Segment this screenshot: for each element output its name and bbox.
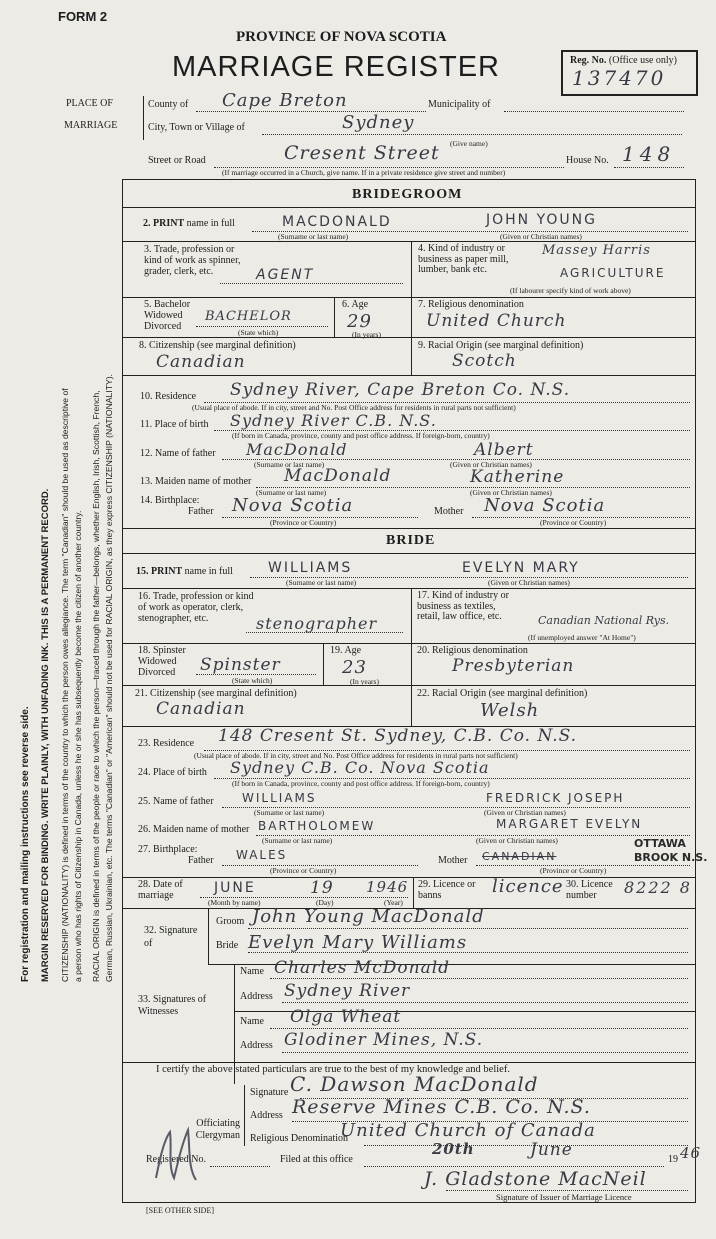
place-label-1: PLACE OF <box>66 98 113 109</box>
bride-age-cap: (In years) <box>350 677 379 686</box>
place-label-2: MARRIAGE <box>64 120 118 131</box>
marriage-day-cap: (Day) <box>316 898 334 907</box>
see-other-side: [SEE OTHER SIDE] <box>146 1206 214 1215</box>
groom-given: JOHN YOUNG <box>486 212 597 228</box>
bride-mother-birthplace-struck: CANADIAN <box>482 850 557 863</box>
groom-age-label: 6. Age <box>342 299 369 310</box>
filed-day: 20th <box>432 1140 475 1158</box>
bride-religion-label: 20. Religious denomination <box>417 645 528 656</box>
bride-given: EVELYN MARY <box>462 560 580 576</box>
marriage-year: 1946 <box>366 878 409 896</box>
groom-trade-value: AGENT <box>256 267 315 283</box>
bride-father-surname-cap: (Surname or last name) <box>254 808 325 817</box>
marriage-month-cap: (Month by name) <box>208 898 261 907</box>
church-note: (Give name) <box>450 139 488 148</box>
bride-racial-label: 22. Racial Origin (see marginal definition) <box>417 688 588 699</box>
bride-birth-cap: (If born in Canada, province, county and post office address. If foreign-born, country) <box>232 779 490 788</box>
bride-industry-value: Canadian National Rys. <box>538 614 670 627</box>
marriage-date-label: 28. Date of marriage <box>138 879 183 901</box>
street-value: Cresent Street <box>284 142 440 164</box>
licence-value: licence <box>492 876 564 897</box>
bride-surname: WILLIAMS <box>268 560 353 576</box>
bride-mother-birthplace: OTTAWA <box>634 837 686 850</box>
street-label: Street or Road <box>148 155 206 166</box>
bride-father-bp-cap: (Province or Country) <box>270 866 337 875</box>
marriage-year-cap: (Year) <box>384 898 403 907</box>
groom-age-value: 29 <box>347 311 372 332</box>
witness1-name-word: Name <box>240 966 264 977</box>
filed-year-prefix: 19 <box>668 1154 678 1165</box>
province-title: PROVINCE OF NOVA SCOTIA <box>236 29 447 45</box>
bridegroom-heading: BRIDEGROOM <box>352 187 463 202</box>
initials-scrawl <box>148 1118 208 1190</box>
witness2-address-word: Address <box>240 1040 273 1051</box>
witness1-name: Charles McDonald <box>274 958 451 978</box>
groom-religion-label: 7. Religious denomination <box>418 299 524 310</box>
groom-mother-surname-cap: (Surname or last name) <box>256 488 327 497</box>
witness2-name-word: Name <box>240 1016 264 1027</box>
bride-father-birthplace: WALES <box>236 848 288 862</box>
reg-number-value: 137470 <box>572 66 667 90</box>
witness1-address-word: Address <box>240 991 273 1002</box>
groom-mother-surname: MacDonald <box>284 466 392 486</box>
groom-racial-value: Scotch <box>452 351 517 371</box>
groom-birthplace-label: 14. Birthplace: <box>140 495 200 506</box>
bride-religion-value: Presbyterian <box>452 656 575 676</box>
groom-father-birthplace: Nova Scotia <box>232 495 354 516</box>
bride-industry-label: 17. Kind of industry or business as textiles, retail, law office, etc. <box>417 590 509 622</box>
filed-label: Filed at this office <box>280 1154 353 1165</box>
bride-mother-label: 26. Maiden name of mother <box>138 824 250 835</box>
bride-age-label: 19. Age <box>330 645 362 656</box>
municipality-label: Municipality of <box>428 99 491 110</box>
bride-residence-label: 23. Residence <box>138 738 195 749</box>
issuer-caption: Signature of Issuer of Marriage Licence <box>496 1192 632 1202</box>
groom-status-label: 5. Bachelor Widowed Divorced <box>144 299 191 332</box>
groom-residence-label: 10. Residence <box>140 391 197 402</box>
groom-word: Groom <box>216 916 245 927</box>
bride-father-word: Father <box>188 855 214 866</box>
groom-mother-word: Mother <box>434 506 464 517</box>
margin-binding-note: MARGIN RESERVED FOR BINDING. WRITE PLAINLY, WITH UNFADING INK. THIS IS A PERMANENT RECORD. <box>40 488 51 982</box>
bride-mother-word: Mother <box>438 855 468 866</box>
groom-industry-label: 4. Kind of industry or business as paper mill, lumber, bank etc. <box>418 243 509 275</box>
bride-birth-label: 24. Place of birth <box>138 767 207 778</box>
marriage-month: JUNE <box>214 880 256 896</box>
bride-residence-value: 148 Cresent St. Sydney, C.B. Co. N.S. <box>218 726 578 746</box>
bride-word: Bride <box>216 940 239 951</box>
witness2-address: Glodiner Mines, N.S. <box>284 1030 484 1050</box>
city-label: City, Town or Village of <box>148 122 245 133</box>
bride-mother-birthplace-2: BROOK N.S. <box>634 851 708 864</box>
groom-birth-label: 11. Place of birth <box>140 419 209 430</box>
clergy-address-word: Address <box>250 1110 283 1121</box>
groom-industry-value-2: AGRICULTURE <box>560 266 666 280</box>
bride-heading: BRIDE <box>386 533 436 548</box>
groom-residence-cap: (Usual place of abode. If in city, street and No. Post Office address for residents in rural parts not sufficient) <box>192 403 516 412</box>
bride-mother-given-cap: (Given or Christian names) <box>476 836 558 845</box>
groom-trade-label: 3. Trade, profession or kind of work as spinner, grader, clerk, etc. <box>144 244 241 277</box>
clergy-signature-word: Signature <box>250 1087 289 1098</box>
clergy-religion: United Church of Canada <box>340 1120 596 1141</box>
religious-denomination-label: Religious Denomination <box>250 1133 349 1144</box>
church-instruction: (If marriage occurred in a Church, give name. If in a private residence give street and number) <box>222 168 506 177</box>
groom-racial-label: 9. Racial Origin (see marginal definition) <box>418 340 584 351</box>
groom-father-surname: MacDonald <box>246 440 348 459</box>
margin-citizenship-def: CITIZENSHIP (NATIONALITY) is defined in terms of the country to which the person owes allegiance. The term "Canadian" should be used as descriptive of <box>60 388 70 982</box>
margin-mailing-note: For registration and mailing instructions see reverse side. <box>20 706 31 982</box>
groom-father-bp-cap: (Province or Country) <box>270 518 337 527</box>
groom-mother-label: 13. Maiden name of mother <box>140 476 252 487</box>
witnesses-label: 33. Signatures of Witnesses <box>138 994 207 1017</box>
groom-father-surname-cap: (Surname or last name) <box>254 460 325 469</box>
clergy-address: Reserve Mines C.B. Co. N.S. <box>292 1096 591 1118</box>
bride-signature: Evelyn Mary Williams <box>248 932 468 953</box>
filed-year: 46 <box>680 1144 702 1162</box>
groom-father-word: Father <box>188 506 214 517</box>
bride-age-value: 23 <box>342 657 367 678</box>
house-label: House No. <box>566 155 609 166</box>
groom-mother-given-cap: (Given or Christian names) <box>470 488 552 497</box>
bride-racial-value: Welsh <box>480 700 540 721</box>
issuer-signature: J. Gladstone MacNeil <box>424 1168 647 1190</box>
margin-citizenship-def-2: a person who has rights of Citizenship in Canada, unless he or she has subsequently become the citizen of another country. <box>73 510 83 982</box>
groom-religion-value: United Church <box>426 311 567 331</box>
reg-number-label: Reg. No. (Office use only) <box>570 55 678 66</box>
groom-mother-birthplace: Nova Scotia <box>484 495 606 516</box>
house-value: 148 <box>622 142 676 166</box>
groom-father-given: Albert <box>474 440 534 460</box>
groom-residence-value: Sydney River, Cape Breton Co. N.S. <box>230 380 571 400</box>
groom-father-label: 12. Name of father <box>140 448 216 459</box>
groom-surname-cap: (Surname or last name) <box>278 232 349 241</box>
marriage-day: 19 <box>310 878 334 898</box>
bride-industry-note: (If unemployed answer "At Home") <box>528 633 636 642</box>
bride-surname-cap: (Surname or last name) <box>286 578 357 587</box>
bride-father-given: FREDRICK JOSEPH <box>486 791 625 805</box>
clergy-signature: C. Dawson MacDonald <box>290 1072 539 1096</box>
bride-citizenship-label: 21. Citizenship (see marginal definition) <box>135 688 297 699</box>
bride-mother-bp-cap: (Province or Country) <box>540 866 607 875</box>
groom-status-value: BACHELOR <box>205 309 292 324</box>
bride-mother-surname: BARTHOLOMEW <box>258 819 376 833</box>
bride-citizenship-value: Canadian <box>156 699 246 719</box>
witness1-address: Sydney River <box>284 981 411 1001</box>
bride-status-label: 18. Spinster Widowed Divorced <box>138 645 186 678</box>
bride-mother-given: MARGARET EVELYN <box>496 817 643 831</box>
groom-citizenship-label: 8. Citizenship (see marginal definition) <box>139 340 296 351</box>
bride-residence-cap: (Usual place of abode. If in city, street and No. Post Office address for residents in rural parts not sufficient) <box>194 751 518 760</box>
groom-name-label: 2. PRINT name in full <box>143 218 235 229</box>
groom-status-cap: (State which) <box>238 328 279 337</box>
licence-number-label: 30. Licence number <box>566 879 613 901</box>
groom-signature: John Young MacDonald <box>252 906 485 927</box>
witness2-name: Olga Wheat <box>290 1007 402 1027</box>
bride-father-given-cap: (Given or Christian names) <box>484 808 566 817</box>
clergyman-label: Officiating Clergyman <box>195 1118 240 1141</box>
licence-number: 8222 8 <box>624 878 692 897</box>
form-number: FORM 2 <box>58 9 108 24</box>
groom-father-given-cap: (Given or Christian names) <box>450 460 532 469</box>
bride-trade-label: 16. Trade, profession or kind of work as operator, clerk, stenographer, etc. <box>138 591 254 624</box>
licence-label: 29. Licence or banns <box>418 879 476 901</box>
city-value: Sydney <box>342 112 415 133</box>
county-value: Cape Breton <box>222 90 348 111</box>
groom-birth-cap: (If born in Canada, province, county and post office address. If foreign-born, country) <box>232 431 490 440</box>
bride-name-label: 15. PRINT name in full <box>136 566 233 577</box>
bride-status-cap: (State which) <box>232 676 273 685</box>
bride-mother-surname-cap: (Surname or last name) <box>262 836 333 845</box>
groom-industry-note: (If labourer specify kind of work above) <box>510 286 631 295</box>
registered-label: Registered No. <box>146 1154 206 1165</box>
signature-of-label: 32. Signature of <box>144 925 198 949</box>
groom-birth-value: Sydney River C.B. N.S. <box>230 411 437 430</box>
page-title: MARRIAGE REGISTER <box>172 51 500 83</box>
groom-given-cap: (Given or Christian names) <box>500 232 582 241</box>
groom-surname: MACDONALD <box>282 214 392 230</box>
groom-mother-given: Katherine <box>470 467 565 487</box>
county-label: County of <box>148 99 189 110</box>
bride-birthplace-label: 27. Birthplace: <box>138 844 198 855</box>
margin-racial-def-2: German, Russian, Ukrainian, etc. The terms "Canadian" or "American" should not be used for RACIAL ORIGIN, as they express CITIZENSHIP (NATIONALITY). <box>104 374 114 982</box>
certify-statement: I certify the above stated particulars are true to the best of my knowledge and belief. <box>156 1064 510 1075</box>
bride-father-label: 25. Name of father <box>138 796 214 807</box>
bride-father-surname: WILLIAMS <box>242 791 317 805</box>
groom-industry-value: Massey Harris <box>542 243 651 258</box>
filed-month: June <box>530 1140 573 1160</box>
bride-given-cap: (Given or Christian names) <box>488 578 570 587</box>
bride-birth-value: Sydney C.B. Co. Nova Scotia <box>230 758 490 777</box>
groom-citizenship-value: Canadian <box>156 352 246 372</box>
groom-age-cap: (In years) <box>352 330 381 339</box>
bride-status-value: Spinster <box>200 655 281 675</box>
bride-trade-value: stenographer <box>256 614 378 633</box>
margin-racial-def: RACIAL ORIGIN is defined in terms of the people or race to which the person—traced through the father—belongs, whether English, Irish, Scottish, French, <box>91 390 101 982</box>
groom-mother-bp-cap: (Province or Country) <box>540 518 607 527</box>
